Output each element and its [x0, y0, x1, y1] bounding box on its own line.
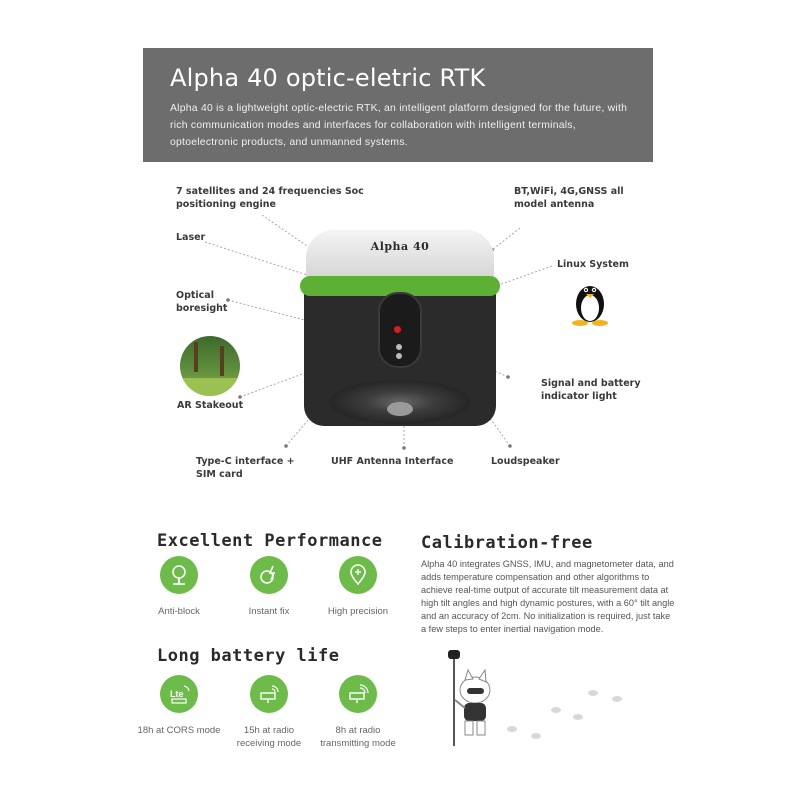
lte-icon: [160, 675, 198, 713]
label-signal-indicator: Signal and battery indicator light: [541, 378, 641, 402]
svg-text:Lte: Lte: [170, 689, 184, 699]
footprint: [507, 726, 517, 732]
label-typec: Type-C interface + SIM card: [196, 456, 295, 480]
location-pin-icon: [339, 556, 377, 594]
label-optical-boresight: Optical boresight: [176, 290, 228, 314]
calibration-heading: Calibration-free: [421, 533, 593, 553]
label-ar-stakeout: AR Stakeout: [177, 400, 244, 411]
feature-label: Instant fix: [248, 606, 290, 617]
camera-dot: [396, 344, 402, 350]
footprint: [573, 714, 583, 720]
label-linux: Linux System: [557, 259, 629, 270]
ar-stakeout-photo: [180, 336, 240, 396]
footprint: [588, 690, 598, 696]
battery-heading: Long battery life: [157, 646, 340, 666]
camera-dot: [396, 353, 402, 359]
footprint: [551, 707, 561, 713]
label-antenna: BT,WiFi, 4G,GNSS all model antenna: [514, 186, 624, 210]
performance-heading: Excellent Performance: [157, 531, 383, 551]
calibration-text: Alpha 40 integrates GNSS, IMU, and magnetometer data, and adds temperature compensation and other algorithms to achieve real-time output of accurate tilt measurement data at high tilt angles and high dynamic postures, with a 60° tilt angle and an accuracy of 2cm. No initialization is required, just take a few steps to enter inertial navigation mode.: [421, 559, 675, 634]
label-loudspeaker: Loudspeaker: [491, 456, 560, 467]
label-laser: Laser: [176, 232, 206, 243]
feature-label: 18h at CORS mode: [137, 725, 221, 736]
label-uhf: UHF Antenna Interface: [331, 456, 454, 467]
rtk-device-image: [300, 230, 500, 430]
linux-penguin-icon: [570, 278, 610, 326]
page-description: Alpha 40 is a lightweight optic-electric RTK, an intelligent platform designed for the future, with rich communication modes and interfaces for collaboration with intelligent terminals, optoelectronic products, and unmanned systems.: [170, 103, 628, 148]
radio-transmit-icon: [339, 675, 377, 713]
battery-radio-receiving: [224, 675, 314, 750]
footprint: [531, 733, 541, 739]
device-logo: Alpha 40: [370, 240, 430, 253]
feature-instant-fix: [224, 556, 314, 618]
feature-high-precision: [313, 556, 403, 618]
feature-label: 15h at radio receiving mode: [236, 725, 302, 749]
battery-cors: [134, 675, 224, 737]
feature-label: Anti-block: [158, 606, 200, 617]
laser-dot: [394, 326, 401, 333]
globe-lightning-icon: [250, 556, 288, 594]
tree-icon: [160, 556, 198, 594]
device-base-connector: [387, 402, 413, 416]
page-title: Alpha 40 optic-eletric RTK: [170, 64, 486, 92]
feature-label: High precision: [327, 606, 389, 617]
battery-radio-transmitting: [313, 675, 403, 750]
radio-receive-icon: [250, 675, 288, 713]
feature-label: 8h at radio transmitting mode: [320, 725, 396, 749]
mascot-surveyor-icon: [435, 648, 505, 748]
footprint: [612, 696, 622, 702]
label-satellites: 7 satellites and 24 frequencies Soc positioning engine: [176, 186, 364, 210]
feature-anti-block: [134, 556, 224, 618]
